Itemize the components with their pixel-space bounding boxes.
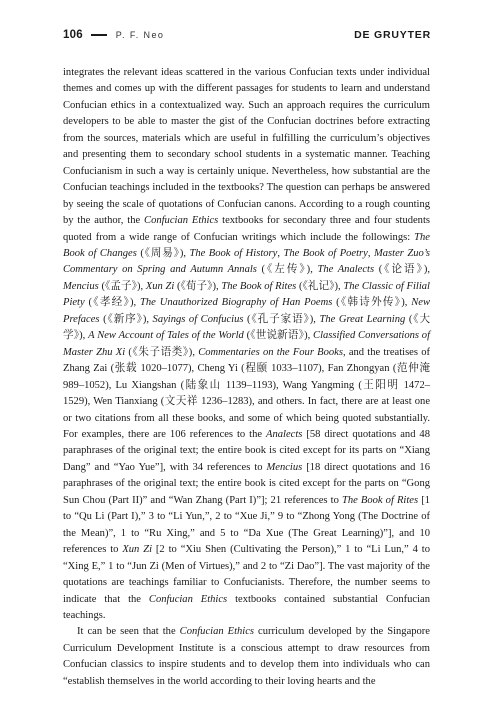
text-run: (《孝经》), — [84, 297, 141, 309]
italic-title-run: Master Zuo’s Commentary on Spring and Autumn Annals — [63, 247, 431, 276]
italic-title-run: Confucian Ethics — [144, 215, 219, 227]
italic-title-run: Classified Conversations of Master Zhu Xi — [63, 330, 431, 358]
running-author: P. F. Neo — [115, 30, 165, 40]
text-run: , — [277, 247, 284, 259]
italic-title-run: The Book of Changes — [63, 231, 430, 259]
italic-title-run: The Book of History — [189, 247, 278, 259]
text-run: (《朱子语类》), — [125, 346, 199, 358]
text-run: [1 to “Qu Li (Part I),” 3 to “Li Yun,”, 2 to “Xue Ji,” 9 to “Zhong Yong (The Doctrine of the Mean)”, 1 to “Ru Xing,” and 5 to “Da Xue (The Great Learning)”], and 10 references to — [63, 494, 430, 556]
italic-title-run: Mencius — [63, 280, 99, 292]
text-run: textbooks contained substantial Confucian teachings. — [63, 593, 430, 621]
text-run: (《孟子》), — [98, 280, 146, 292]
body-text — [63, 65, 430, 690]
italic-title-run: The Analects — [317, 264, 375, 276]
italic-title-run: The Great Learning — [319, 313, 406, 325]
text-run: (《周易》), — [136, 247, 190, 259]
page-number: 106 — [63, 29, 83, 41]
italic-title-run: Commentaries on the Four Books — [198, 346, 343, 358]
italic-title-run: The Classic of Filial Piety — [63, 280, 430, 309]
text-run: (《大学》), — [63, 313, 431, 342]
italic-title-run: The Book of Rites — [341, 494, 419, 506]
body-paragraph — [63, 624, 430, 690]
text-run: (《韩诗外传》), — [332, 297, 412, 309]
text-run: , and the treatises of Zhang Zai (张载 1020–1077), Cheng Yi (程颐 1033–1107), Fan Zhongyan (范仲淹 989–1052), Lu Xiangshan (陆象山 1139–1193), Wang Yangming (王阳明 1472–1529), Wen Tianxiang (文天祥 1236–1283), and others. In fact, there are at least one or two citations from all these books, and some of which being quoted substantially. For examples, there are 106 references to the — [63, 346, 430, 440]
text-run: , — [367, 247, 374, 259]
text-run: integrates the relevant ideas scattered in the various Confucian texts under individual themes and comes up with the different passages for students to learn and understand Confucian ethics in a contextualized way. Such an approach requires the curriculum developers to be able to master the gist of the Confucian doctrines before extracting from the sources, materials which are useful in fulfilling the curriculum’s objectives and presenting them to secondary school students in a systematic manner. Teaching Confucianism in such a way is certainly unique. Nevertheless, how substantial are the Confucian teachings included in the textbooks? The question can perhaps be answered by seeing the scale of quotations of Confucian canons. According to a rough counting by the author, the — [63, 67, 430, 227]
italic-title-run: Mencius — [266, 461, 303, 473]
text-run: [2 to “Xiu Shen (Cultivating the Person),” 1 to “Li Lun,” 4 to “Xing E,” 1 to “Jun Zi (Men of Virtues),” and 2 to “Zi Dao”]. The vast majority of the quotations are teachings familiar to Confucianists. Therefore, the number seems to indicate that the — [63, 544, 430, 605]
body-paragraph — [63, 65, 430, 624]
italic-title-run: The Book of Poetry — [283, 247, 368, 259]
text-run: [18 direct quotations and 16 paraphrases of the original text; the entire book is cited except for the parts on “Gong Sun Chou (Part II)” and “Wan Zhang (Part I)”]; 21 references to — [63, 461, 430, 506]
italic-title-run: Analects — [266, 428, 303, 440]
italic-title-run: Sayings of Confucius — [152, 313, 244, 325]
italic-title-run: New Prefaces — [63, 297, 430, 325]
text-run: (《礼记》), — [296, 280, 344, 292]
italic-title-run: Xun Zi — [145, 280, 175, 292]
text-run: (《荀子》), — [174, 280, 222, 292]
text-run: It can be seen that the — [77, 626, 180, 638]
italic-title-run: The Book of Rites — [221, 280, 297, 292]
publisher-logo: DE GRUYTER — [354, 29, 431, 41]
running-header — [63, 26, 431, 44]
italic-title-run: The Unauthorized Biography of Han Poems — [140, 297, 333, 309]
text-run: textbooks for secondary three and four students quoted from a wide range of Confucian writings which include the followings: — [63, 215, 430, 243]
italic-title-run: A New Account of Tales of the World — [88, 330, 244, 342]
italic-title-run: Xun Zi — [122, 544, 153, 556]
italic-title-run: Confucian Ethics — [179, 626, 255, 638]
text-run: (《论语》), — [374, 264, 430, 276]
text-run: curriculum developed by the Singapore Curriculum Development Institute is a conscious attempt to draw resources from Confucian classics to inspire students and to develop them into individuals who can “establish themselves in the world according to their loving hearts and the — [63, 626, 430, 687]
italic-title-run: Confucian Ethics — [148, 593, 228, 605]
text-run: (《左传》), — [256, 264, 318, 276]
header-dash — [91, 34, 107, 36]
text-run: (《孔子家语》), — [243, 313, 320, 325]
text-run: (《新序》), — [99, 313, 153, 325]
text-run: (《世说新语》), — [243, 330, 314, 342]
text-run: [58 direct quotations and 48 paraphrases of the original text; the entire book is cited except for its parts on “Xiang Dang” and “Yao Yue”], with 34 references to — [63, 428, 430, 473]
